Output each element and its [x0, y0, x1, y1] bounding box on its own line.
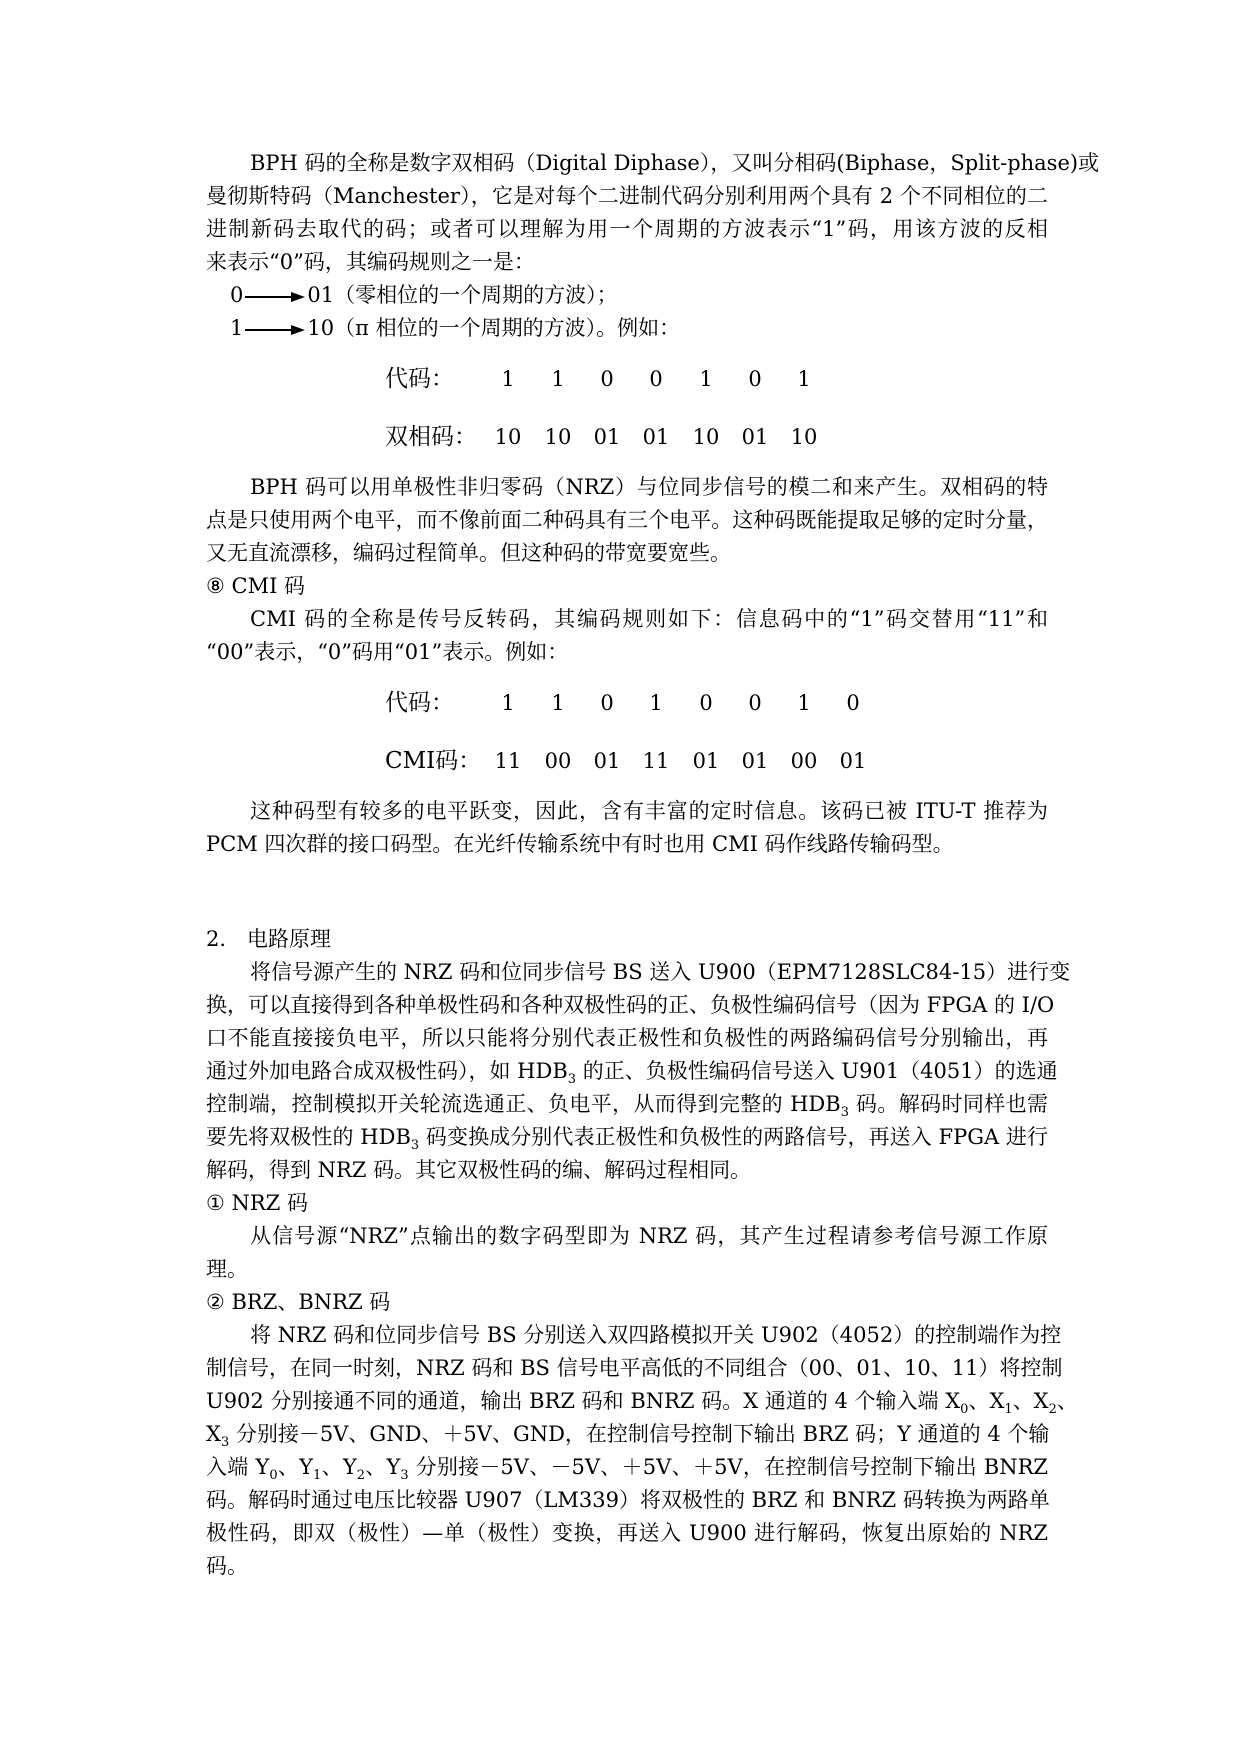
cmi-after-line-1: 这种码型有较多的电平跃变，因此，含有丰富的定时信息。该码已被 ITU-T 推荐为	[250, 799, 1048, 823]
right-arrow-icon	[245, 323, 305, 337]
brz-heading: ② BRZ、BNRZ 码	[206, 1290, 391, 1314]
cmi-result-value: 01	[692, 749, 720, 773]
bph-para-line-3: 进制新码去取代的码；或者可以理解为用一个周期的方波表示“1”码，用该方波的反相	[206, 217, 1048, 241]
cmi-result-value: 00	[544, 749, 572, 773]
circuit-para-line-6: 要先将双极性的 $HDB_3$ 码变换成分别代表正极性和负极性的两路信号，再送入 FPGA 进行	[206, 1125, 1049, 1154]
rule-zero-to: 01（零相位的一个周期的方波）；	[307, 283, 618, 307]
rule-zero	[230, 280, 618, 310]
bph-para-line-1: BPH 码的全称是数字双相码（Digital Diphase），又叫分相码(Biphase，Split-phase)或	[250, 151, 1100, 175]
cmi-result-value: 01	[593, 749, 621, 773]
cmi-code-value: 0	[846, 691, 860, 715]
brz-para-line-1: 将 NRZ 码和位同步信号 BS 分别送入双四路模拟开关 U902（4052）的控制端作为控	[250, 1323, 1062, 1347]
bph-after-line-1: BPH 码可以用单极性非归零码（NRZ）与位同步信号的模二和来产生。双相码的特	[250, 475, 1048, 499]
nrz-heading: ① NRZ 码	[206, 1191, 308, 1215]
cmi-result-value: 01	[839, 749, 867, 773]
cmi-result-value: 01	[741, 749, 769, 773]
bph-code-value: 0	[600, 367, 614, 391]
cmi-heading: ⑧ CMI 码	[206, 574, 306, 598]
bph-after-line-2: 点是只使用两个电平，而不像前面二种码具有三个电平。这种码既能提取足够的定时分量，	[206, 508, 1048, 532]
rule-one-to: 10（π 相位的一个周期的方波）。例如：	[307, 316, 681, 340]
bph-code-value: 1	[699, 367, 713, 391]
cmi-result-value: 00	[790, 749, 818, 773]
circuit-para-line-4: 通过外加电路合成双极性码），如 $HDB_3$ 的正、负极性编码信号送入 U901（4051）的选通	[206, 1059, 1058, 1088]
bph-code-value: 1	[797, 367, 811, 391]
bph-para-line-4: 来表示“0”码，其编码规则之一是：	[206, 250, 535, 274]
bph-para-line-2: 曼彻斯特码（Manchester），它是对每个二进制代码分别利用两个具有 2 个不同相位的二	[206, 184, 1048, 208]
cmi-result-value: 11	[642, 749, 670, 773]
circuit-para-line-1: 将信号源产生的 NRZ 码和位同步信号 BS 送入 U900（EPM7128SLC84-15）进行变	[250, 960, 1071, 984]
bph-result-value: 10	[494, 425, 522, 449]
section-heading: 2． 电路原理	[206, 927, 332, 951]
bph-code-label: 代码：	[385, 366, 454, 392]
brz-para-line-3: U902 分别接通不同的通道，输出 BRZ 码和 BNRZ 码。X 通道的 4 个输入端 $X_0$、$X_1$、$X_2$、	[206, 1389, 1078, 1418]
cmi-para-line-2: “00”表示，“0”码用“01”表示。例如：	[206, 640, 569, 664]
brz-para-line-6: 码。解码时通过电压比较器 U907（LM339）将双极性的 BRZ 和 BNRZ 码转换为两路单	[206, 1488, 1050, 1512]
bph-code-value: 0	[649, 367, 663, 391]
bph-code-value: 1	[501, 367, 515, 391]
cmi-code-value: 1	[797, 691, 811, 715]
rule-one	[230, 313, 680, 343]
brz-para-line-7: 极性码，即双（极性）—单（极性）变换，再送入 U900 进行解码，恢复出原始的 NRZ	[206, 1521, 1048, 1545]
cmi-after-line-2: PCM 四次群的接口码型。在光纤传输系统中有时也用 CMI 码作线路传输码型。	[206, 832, 954, 856]
bph-result-value: 01	[642, 425, 670, 449]
circuit-para-line-5: 控制端，控制模拟开关轮流选通正、负电平，从而得到完整的 $HDB_3$ 码。解码时同样也需	[206, 1092, 1048, 1121]
rule-one-from: 1	[230, 316, 244, 340]
circuit-para-line-2: 换，可以直接得到各种单极性码和各种双极性码的正、负极性编码信号（因为 FPGA 的 I/O	[206, 993, 1055, 1017]
brz-para-line-5: 入端 $Y_0$、$Y_1$、$Y_2$、$Y_3$ 分别接－5V、－5V、＋5V、＋5V，在控制信号控制下输出 BNRZ	[206, 1455, 1048, 1484]
cmi-code-value: 0	[600, 691, 614, 715]
cmi-para-line-1: CMI 码的全称是传号反转码，其编码规则如下：信息码中的“1”码交替用“11”和	[250, 607, 1048, 631]
bph-result-value: 10	[692, 425, 720, 449]
brz-para-line-2: 制信号，在同一时刻，NRZ 码和 BS 信号电平高低的不同组合（00、01、10、11）将控制	[206, 1356, 1063, 1380]
rule-zero-from: 0	[230, 283, 244, 307]
cmi-code-value: 1	[649, 691, 663, 715]
bph-code-value: 1	[551, 367, 565, 391]
nrz-para-line-1: 从信号源“NRZ”点输出的数字码型即为 NRZ 码，其产生过程请参考信号源工作原	[250, 1224, 1048, 1248]
bph-result-label: 双相码：	[385, 424, 477, 450]
cmi-code-label: 代码：	[385, 690, 454, 716]
bph-result-value: 01	[741, 425, 769, 449]
cmi-code-value: 0	[699, 691, 713, 715]
brz-para-line-4: $X_3$ 分别接－5V、GND、＋5V、GND，在控制信号控制下输出 BRZ 码；Y 通道的 4 个输	[206, 1422, 1050, 1451]
cmi-code-value: 1	[551, 691, 565, 715]
nrz-para-line-2: 理。	[206, 1257, 248, 1281]
bph-result-value: 01	[593, 425, 621, 449]
bph-code-value: 0	[748, 367, 762, 391]
brz-para-line-8: 码。	[206, 1554, 248, 1578]
bph-result-value: 10	[544, 425, 572, 449]
right-arrow-icon	[245, 290, 305, 304]
cmi-result-label: CMI码：	[385, 748, 482, 774]
circuit-para-line-7: 解码，得到 NRZ 码。其它双极性码的编、解码过程相同。	[206, 1158, 752, 1182]
cmi-code-value: 0	[748, 691, 762, 715]
cmi-code-value: 1	[501, 691, 515, 715]
circuit-para-line-3: 口不能直接接负电平，所以只能将分别代表正极性和负极性的两路编码信号分别输出，再	[206, 1026, 1048, 1050]
bph-after-line-3: 又无直流漂移，编码过程简单。但这种码的带宽要宽些。	[206, 541, 731, 565]
cmi-result-value: 11	[494, 749, 522, 773]
bph-result-value: 10	[790, 425, 818, 449]
